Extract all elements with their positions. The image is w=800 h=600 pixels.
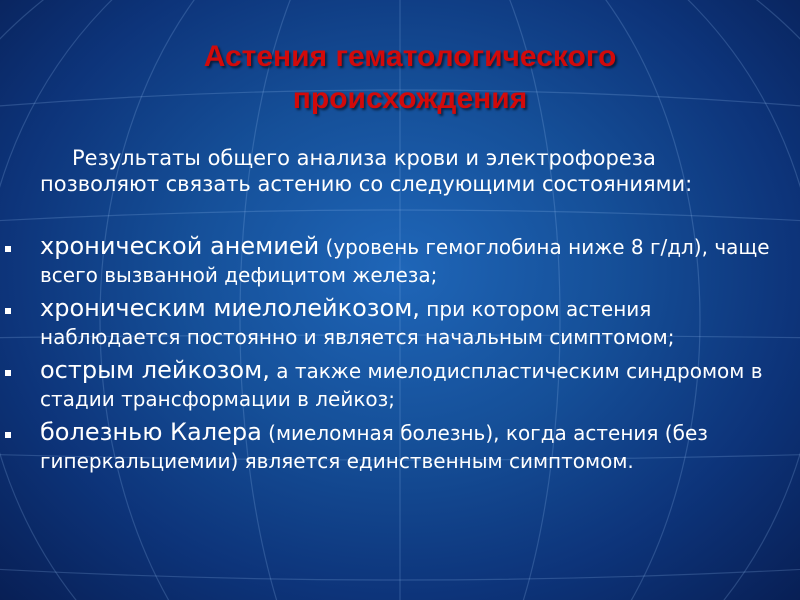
intro-paragraph: Результаты общего анализа крови и электрофореза позволяют связать астению со следующими состояниями:	[40, 146, 693, 196]
list-item-text: при котором астения наблюдается постоянно и является начальным симптомом;	[40, 297, 675, 349]
list-item-text: (миеломная болезнь), когда астения (без гиперкальциемии) является единственным симптомом.	[40, 421, 708, 473]
list-item-lead: хронической анемией	[40, 232, 320, 260]
list-item-text: (уровень гемоглобина ниже 8 г/дл), чаще всего вызванной дефицитом железа;	[40, 235, 770, 287]
list-item-chronic-anemia	[0, 232, 780, 289]
slide-title	[60, 36, 760, 120]
square-bullet-icon	[5, 432, 11, 438]
list-item-chronic-myeloid-leukemia	[0, 294, 780, 351]
slide-title-line-1: Астения гематологического	[203, 40, 617, 73]
list-item-acute-leukemia	[0, 356, 780, 413]
slide-title-line-2: происхождения	[292, 82, 528, 115]
list-item-lead: острым лейкозом,	[40, 356, 270, 384]
list-item-kahler-disease	[0, 418, 780, 475]
square-bullet-icon	[5, 370, 11, 376]
list-item-lead: болезнью Калера	[40, 418, 262, 446]
list-item-lead: хроническим миелолейкозом,	[40, 294, 420, 322]
square-bullet-icon	[5, 308, 11, 314]
condition-list	[0, 232, 800, 480]
square-bullet-icon	[5, 246, 11, 252]
list-item-text: а также миелодиспластическим синдромом в стадии трансформации в лейкоз;	[40, 359, 763, 411]
